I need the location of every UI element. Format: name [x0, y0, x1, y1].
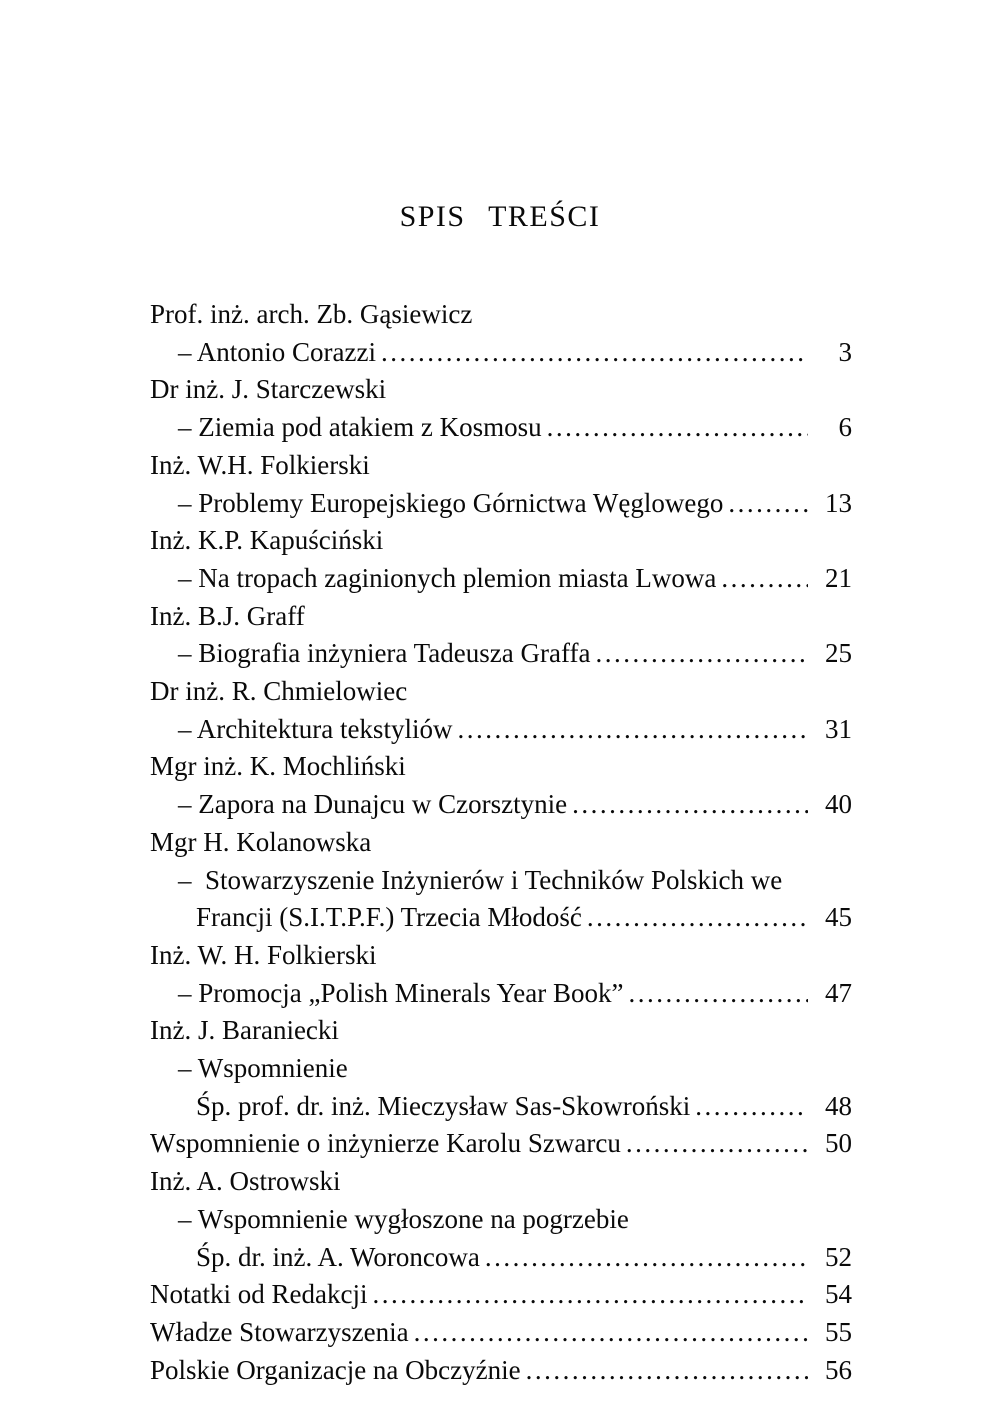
- toc-line: [150, 296, 852, 334]
- toc-entry-text: Notatki od Redakcji: [150, 1279, 368, 1310]
- toc-page-number: 47: [825, 977, 852, 1008]
- toc-line: [150, 1088, 852, 1126]
- dot-leader: [457, 711, 808, 749]
- toc-entry-text: Władze Stowarzyszenia: [150, 1316, 409, 1347]
- toc-page-number: 21: [825, 562, 852, 593]
- toc-entry-text: – Architektura tekstyliów: [178, 713, 453, 744]
- toc-line: [150, 1201, 852, 1239]
- toc-page-number: 52: [825, 1241, 852, 1272]
- toc-author-text: Inż. K.P. Kapuściński: [150, 525, 384, 556]
- table-of-contents: [150, 296, 852, 1389]
- toc-line: [150, 1352, 852, 1390]
- toc-author-text: Inż. A. Ostrowski: [150, 1166, 341, 1197]
- toc-line: [150, 447, 852, 485]
- dot-leader: [695, 1088, 808, 1126]
- toc-line: [150, 334, 852, 372]
- dot-leader: [526, 1352, 808, 1390]
- dot-leader: [721, 560, 808, 598]
- toc-line: [150, 522, 852, 560]
- dot-leader: [381, 334, 808, 372]
- toc-author-text: Mgr inż. K. Mochliński: [150, 751, 406, 782]
- toc-entry-text: – Na tropach zaginionych plemion miasta Lwowa: [178, 562, 717, 593]
- toc-entry-text: – Zapora na Dunajcu w Czorsztynie: [178, 789, 568, 820]
- toc-page-number: 13: [825, 487, 852, 518]
- toc-entry-text: – Wspomnienie: [178, 1053, 348, 1084]
- toc-page-number: 55: [825, 1316, 852, 1347]
- toc-line: [150, 1050, 852, 1088]
- toc-page-number: 31: [825, 713, 852, 744]
- dot-leader: [572, 786, 808, 824]
- toc-line: [150, 635, 852, 673]
- dot-leader: [626, 1125, 808, 1163]
- dot-leader: [485, 1239, 808, 1277]
- toc-line: [150, 1239, 852, 1277]
- toc-page-number: 40: [825, 789, 852, 820]
- toc-entry-text: – Wspomnienie wygłoszone na pogrzebie: [178, 1203, 629, 1234]
- toc-page-number: 54: [825, 1279, 852, 1310]
- toc-page-number: 6: [838, 412, 852, 443]
- toc-line: [150, 824, 852, 862]
- toc-entry-text: Śp. prof. dr. inż. Mieczysław Sas-Skowroński: [196, 1090, 691, 1121]
- toc-line: [150, 598, 852, 636]
- toc-author-text: Dr inż. J. Starczewski: [150, 374, 387, 405]
- toc-line: [150, 862, 852, 900]
- toc-line: [150, 937, 852, 975]
- toc-author-text: Inż. W. H. Folkierski: [150, 939, 377, 970]
- dot-leader: [547, 409, 808, 447]
- toc-author-text: Dr inż. R. Chmielowiec: [150, 676, 408, 707]
- toc-page-number: 50: [825, 1128, 852, 1159]
- toc-line: [150, 748, 852, 786]
- toc-page-number: 56: [825, 1354, 852, 1385]
- toc-entry-text: – Promocja „Polish Minerals Year Book”: [178, 977, 624, 1008]
- toc-page-number: 45: [825, 902, 852, 933]
- toc-line: [150, 1163, 852, 1201]
- dot-leader: [595, 635, 808, 673]
- dot-leader: [628, 975, 808, 1013]
- toc-author-text: Inż. B.J. Graff: [150, 600, 305, 631]
- toc-author-text: Mgr H. Kolanowska: [150, 826, 372, 857]
- toc-line: [150, 1125, 852, 1163]
- toc-entry-text: – Problemy Europejskiego Górnictwa Węglowego: [178, 487, 724, 518]
- dot-leader: [372, 1276, 808, 1314]
- toc-page-number: 48: [825, 1090, 852, 1121]
- toc-author-text: Inż. W.H. Folkierski: [150, 449, 370, 480]
- toc-entry-text: Wspomnienie o inżynierze Karolu Szwarcu: [150, 1128, 621, 1159]
- toc-entry-text: – Ziemia pod atakiem z Kosmosu: [178, 412, 542, 443]
- toc-line: [150, 1012, 852, 1050]
- toc-line: [150, 786, 852, 824]
- toc-line: [150, 975, 852, 1013]
- toc-entry-text: – Antonio Corazzi: [178, 336, 376, 367]
- dot-leader: [587, 899, 808, 937]
- toc-entry-text: Francji (S.I.T.P.F.) Trzecia Młodość: [196, 902, 582, 933]
- page-title: SPIS TREŚCI: [399, 200, 601, 233]
- toc-line: [150, 560, 852, 598]
- toc-line: [150, 1314, 852, 1352]
- toc-page-number: 25: [825, 638, 852, 669]
- toc-entry-text: – Biografia inżyniera Tadeusza Graffa: [178, 638, 591, 669]
- toc-entry-text: Śp. dr. inż. A. Woroncowa: [196, 1241, 480, 1272]
- toc-line: [150, 1276, 852, 1314]
- toc-author-text: Inż. J. Baraniecki: [150, 1015, 339, 1046]
- toc-entry-text: – Stowarzyszenie Inżynierów i Techników Polskich we: [178, 864, 783, 895]
- toc-line: [150, 485, 852, 523]
- toc-line: [150, 371, 852, 409]
- toc-page-number: 3: [838, 336, 852, 367]
- toc-line: [150, 711, 852, 749]
- toc-author-text: Prof. inż. arch. Zb. Gąsiewicz: [150, 299, 473, 329]
- dot-leader: [728, 485, 808, 523]
- toc-line: [150, 899, 852, 937]
- toc-entry-text: Polskie Organizacje na Obczyźnie: [150, 1354, 521, 1385]
- toc-line: [150, 673, 852, 711]
- toc-line: [150, 409, 852, 447]
- dot-leader: [414, 1314, 808, 1352]
